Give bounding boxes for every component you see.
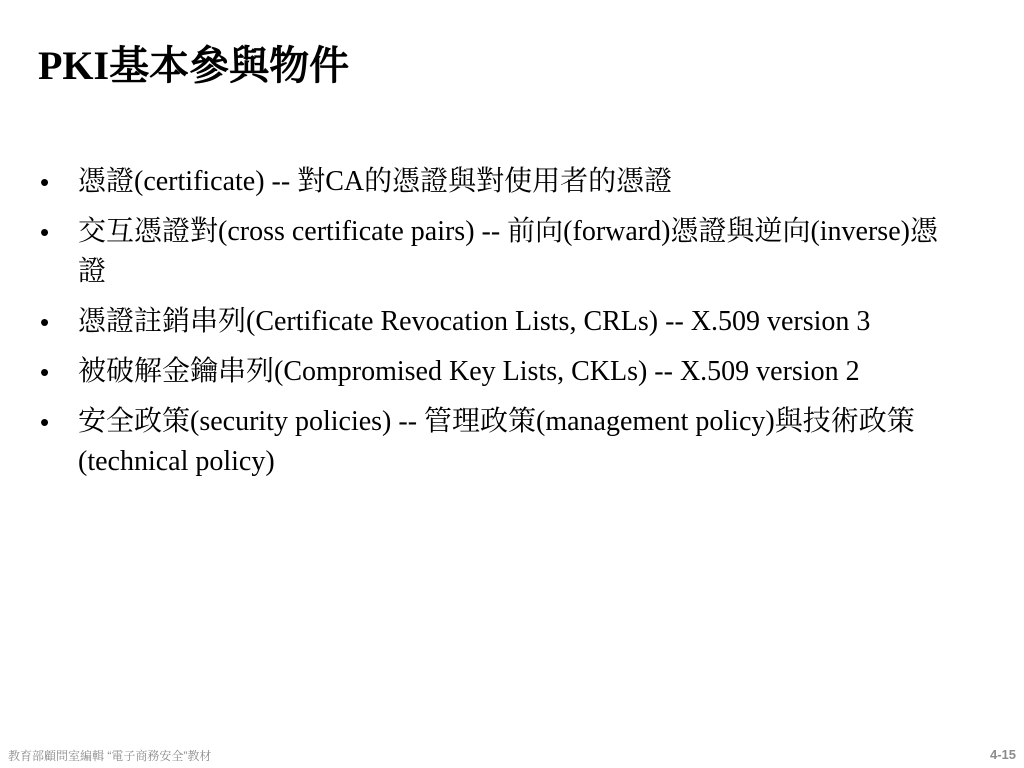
bullet-item-security-policies [36,402,946,482]
bullet-item-certificate [36,162,946,202]
slide-title: PKI基本參與物件 [38,43,350,88]
bullet-dot-icon: • [40,217,50,247]
bullet-dot-icon: • [40,357,50,387]
bullet-text: 安全政策(security policies) -- 管理政策(management policy)與技術政策(technical policy) [78,406,915,477]
bullet-item-crl [36,302,946,342]
bullet-text: 交互憑證對(cross certificate pairs) -- 前向(forward)憑證與逆向(inverse)憑證 [78,216,938,287]
bullet-list [36,162,946,492]
page-number: 4-15 [989,747,1016,762]
footer-source: 教育部顧問室編輯 “電子商務安全”教材 [8,749,212,763]
bullet-text: 被破解金鑰串列(Compromised Key Lists, CKLs) -- X.509 version 2 [78,356,860,387]
bullet-text: 憑證註銷串列(Certificate Revocation Lists, CRLs) -- X.509 version 3 [78,306,871,337]
bullet-dot-icon: • [40,307,50,337]
bullet-item-cross-certificate-pairs [36,212,946,292]
bullet-dot-icon: • [40,167,50,197]
bullet-text: 憑證(certificate) -- 對CA的憑證與對使用者的憑證 [78,166,673,197]
bullet-dot-icon: • [40,407,50,437]
bullet-item-ckl [36,352,946,392]
